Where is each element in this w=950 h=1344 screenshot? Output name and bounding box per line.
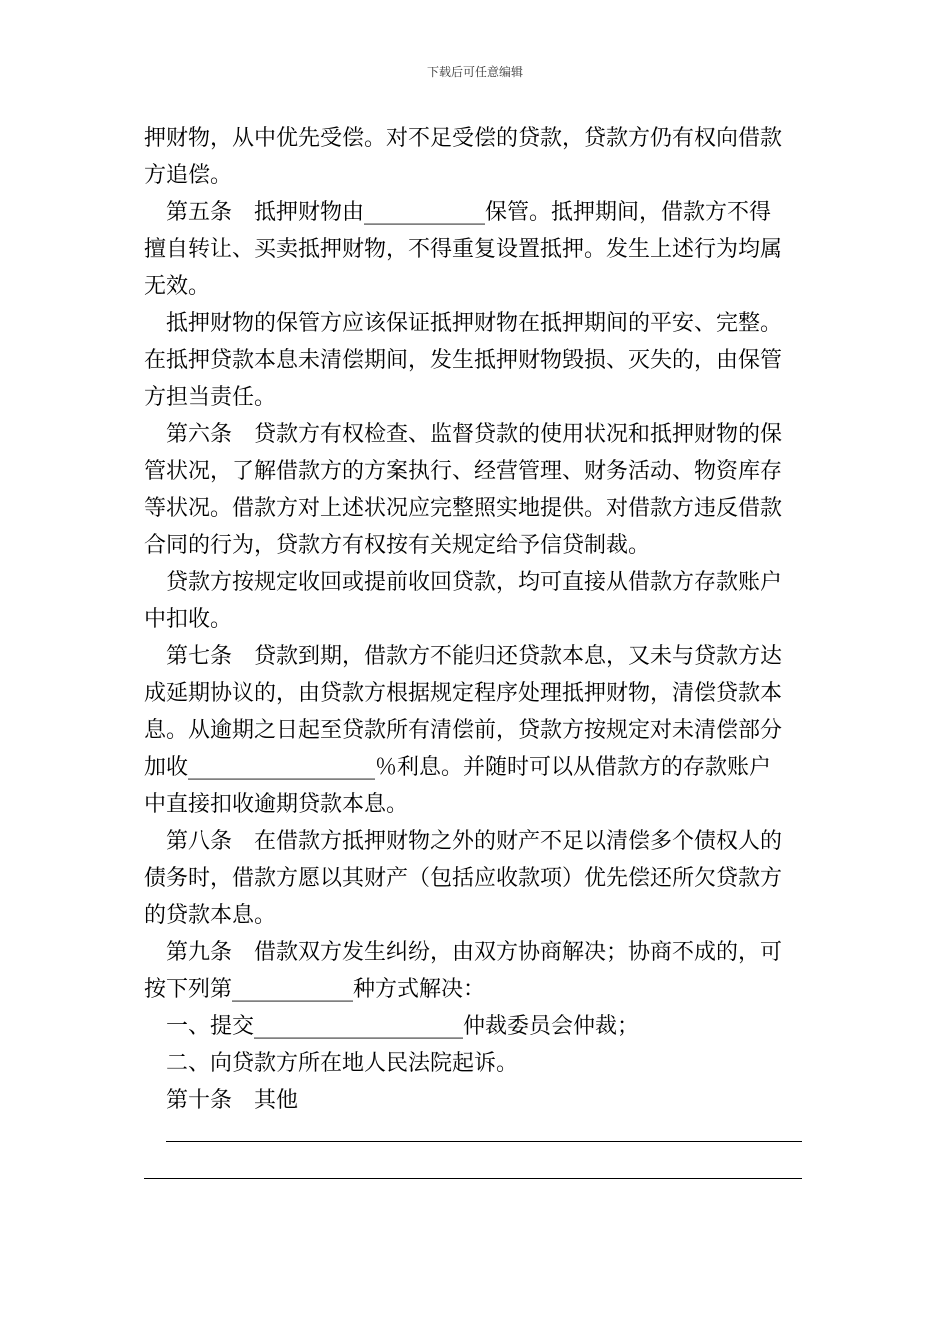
text-line: 押财物，从中优先受偿。对不足受偿的贷款，贷款方仍有权向借款 — [144, 126, 783, 151]
page-header: 下载后可任意编辑 — [426, 65, 523, 79]
article-10-heading-line: 第十条 其他 — [166, 1088, 299, 1113]
underline-rule — [144, 1178, 802, 1179]
blank-fill-line-2 — [144, 1156, 806, 1193]
text-line: 方追偿。 — [144, 163, 233, 188]
text-line: 中直接扣收逾期贷款本息。 — [144, 792, 409, 817]
contract-body — [144, 120, 806, 1193]
text-line: 在抵押贷款本息未清偿期间，发生抵押财物毁损、灭失的，由保管 — [144, 348, 783, 373]
text-line: 息。从逾期之日起至贷款所有清偿前，贷款方按规定对未清偿部分 — [144, 718, 783, 743]
text-line: 中扣收。 — [144, 607, 233, 632]
paragraph-start-line: 抵押财物的保管方应该保证抵押财物在抵押期间的平安、完整。 — [166, 311, 783, 336]
text-line: 加收_________________％利息。并随时可以从借款方的存款账户 — [144, 755, 772, 780]
text-line: 按下列第___________种方式解决： — [144, 977, 486, 1002]
option-one-line: 一、提交___________________仲裁委员会仲裁； — [166, 1014, 640, 1039]
text-line: 方担当责任。 — [144, 385, 277, 410]
article-7-heading-line: 第七条 贷款到期，借款方不能归还贷款本息，又未与贷款方达 — [166, 644, 783, 669]
blank-fill-line-1 — [144, 1119, 806, 1156]
text-line: 合同的行为，贷款方有权按有关规定给予信贷制裁。 — [144, 533, 651, 558]
article-6-heading-line: 第六条 贷款方有权检查、监督贷款的使用状况和抵押财物的保 — [166, 422, 783, 447]
text-line: 擅自转让、买卖抵押财物，不得重复设置抵押。发生上述行为均属 — [144, 237, 783, 262]
article-5-heading-line: 第五条 抵押财物由___________保管。抵押期间，借款方不得 — [166, 200, 772, 225]
text-line: 等状况。借款方对上述状况应完整照实地提供。对借款方违反借款 — [144, 496, 783, 521]
article-9-heading-line: 第九条 借款双方发生纠纷，由双方协商解决；协商不成的，可 — [166, 940, 783, 965]
text-line: 管状况，了解借款方的方案执行、经营管理、财务活动、物资库存 — [144, 459, 783, 484]
article-8-heading-line: 第八条 在借款方抵押财物之外的财产不足以清偿多个债权人的 — [166, 829, 783, 854]
paragraph-start-line: 贷款方按规定收回或提前收回贷款，均可直接从借款方存款账户 — [166, 570, 783, 595]
text-line: 成延期协议的，由贷款方根据规定程序处理抵押财物，清偿贷款本 — [144, 681, 783, 706]
text-line: 的贷款本息。 — [144, 903, 277, 928]
text-line: 无效。 — [144, 274, 211, 299]
option-two-line: 二、向贷款方所在地人民法院起诉。 — [166, 1051, 519, 1076]
underline-rule — [166, 1141, 802, 1142]
text-line: 债务时，借款方愿以其财产（包括应收款项）优先偿还所欠贷款方 — [144, 866, 783, 891]
